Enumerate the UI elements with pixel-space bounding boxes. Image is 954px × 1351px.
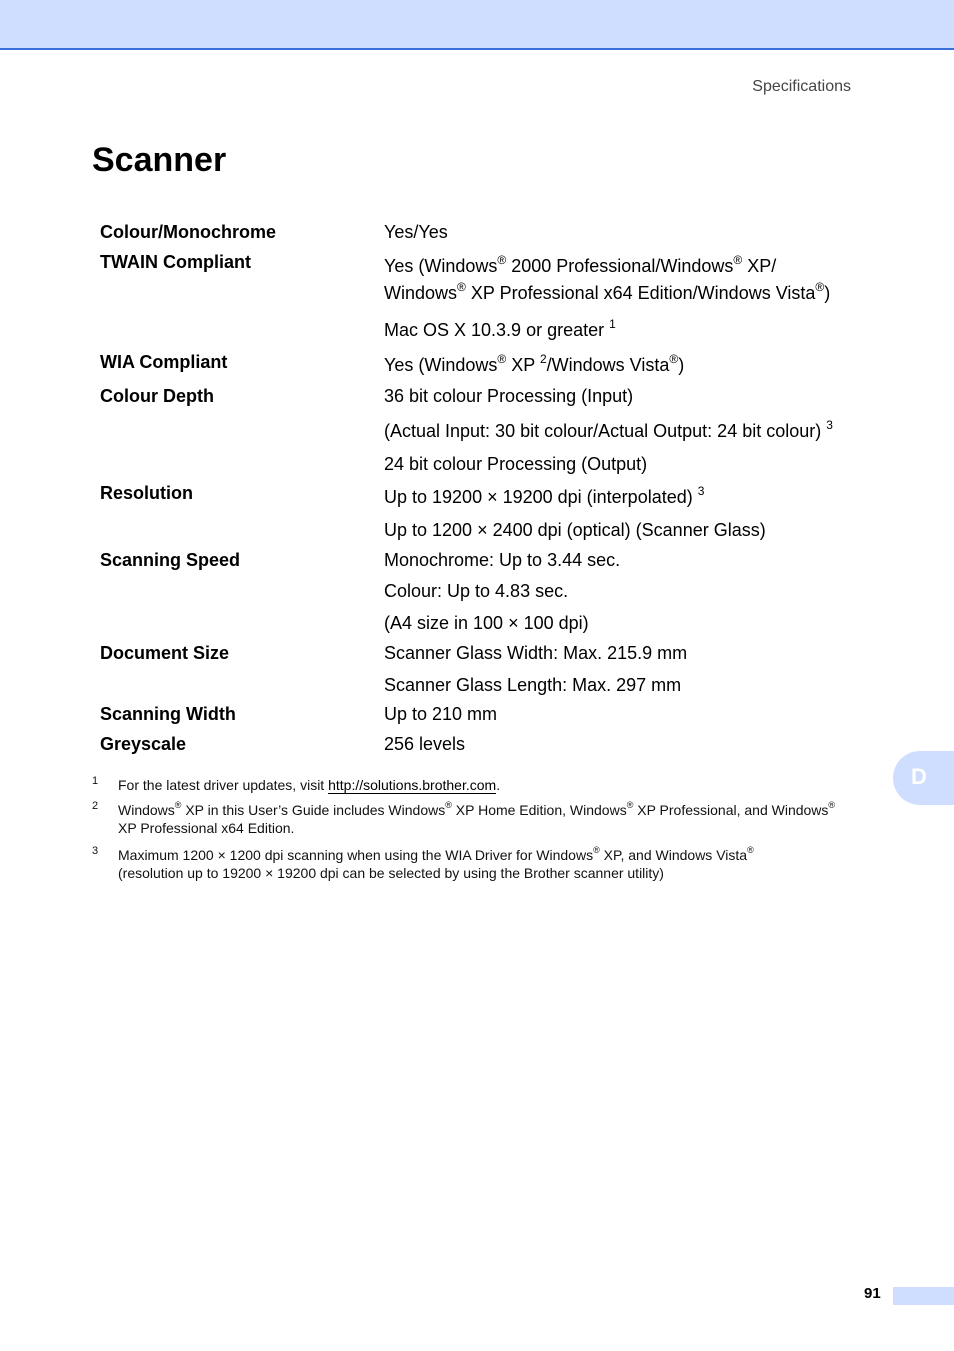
spec-label-width: Scanning Width <box>100 704 236 724</box>
spec-label-colour-depth: Colour Depth <box>100 386 214 406</box>
spec-value-twain-line2: Windows® XP Professional x64 Edition/Windows Vista®) <box>384 280 831 303</box>
spec-value-doc-size-line1: Scanner Glass Width: Max. 215.9 mm <box>384 643 688 663</box>
spec-value-greyscale: 256 levels <box>384 734 466 754</box>
spec-label-doc-size: Document Size <box>100 643 230 663</box>
spec-label-twain: TWAIN Compliant <box>100 252 251 272</box>
page-number-bar <box>893 1287 954 1305</box>
spec-value-twain-line1: Yes (Windows® 2000 Professional/Windows® XP/ <box>384 253 777 276</box>
spec-value-colour-mono: Yes/Yes <box>384 222 448 242</box>
section-label: Specifications <box>752 78 851 95</box>
spec-value-doc-size-line2: Scanner Glass Length: Max. 297 mm <box>384 675 682 695</box>
spec-value-resolution-line1: Up to 19200 × 19200 dpi (interpolated) $^3$ <box>384 484 705 507</box>
spec-value-wia: Yes (Windows® XP $^2$/Windows Vista®) <box>384 352 685 375</box>
spec-value-resolution-line2: Up to 1200 × 2400 dpi (optical) (Scanner Glass) <box>384 520 766 540</box>
page-number: 91 <box>864 1285 881 1302</box>
spec-value-speed-line2: Colour: Up to 4.83 sec. <box>384 581 569 601</box>
spec-value-twain-line3: Mac OS X 10.3.9 or greater $^1$ <box>384 317 616 340</box>
chapter-tab <box>893 751 954 805</box>
page-title: Scanner <box>92 141 227 179</box>
spec-label-wia: WIA Compliant <box>100 352 228 372</box>
spec-label-greyscale: Greyscale <box>100 734 187 754</box>
spec-value-speed-line3: (A4 size in 100 × 100 dpi) <box>384 613 589 633</box>
top-header-band <box>0 0 954 50</box>
spec-label-resolution: Resolution <box>100 483 193 503</box>
spec-label-speed: Scanning Speed <box>100 550 241 570</box>
driver-updates-link[interactable]: http://solutions.brother.com <box>328 777 497 793</box>
footnote-number: 1 <box>92 775 99 787</box>
footnote-number: 3 <box>92 845 99 857</box>
spec-value-depth-line1: 36 bit colour Processing (Input) <box>384 386 634 406</box>
spec-value-width: Up to 210 mm <box>384 704 498 724</box>
spec-label-colour-mono: Colour/Monochrome <box>100 222 276 242</box>
spec-value-speed-line1: Monochrome: Up to 3.44 sec. <box>384 550 621 570</box>
spec-value-depth-line3: 24 bit colour Processing (Output) <box>384 454 648 474</box>
spec-value-depth-line2: (Actual Input: 30 bit colour/Actual Output: 24 bit colour) $^3$ <box>384 418 833 441</box>
chapter-letter: D <box>911 764 927 789</box>
footnote-number: 2 <box>92 800 99 812</box>
